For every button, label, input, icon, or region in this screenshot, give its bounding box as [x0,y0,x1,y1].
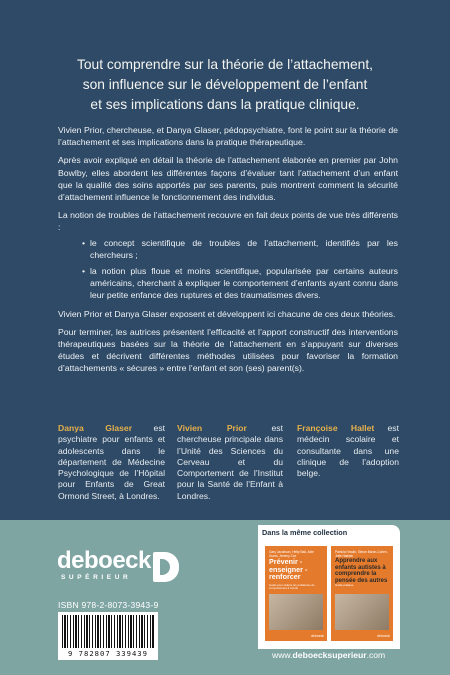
collection-panel [258,542,400,649]
website-url [272,650,385,660]
book-title: Apprendre aux enfants autistes à comprendre la pensée des autres [335,558,388,584]
intro-tagline [40,55,410,115]
book-cover [265,546,327,641]
book-authors: Patricia Howlin, Simon Baron-Cohen, Julie Hadwin [335,550,388,558]
paragraph: Après avoir expliqué en détail la théorie de l’attachement élaborée en premier par John Bowlby, elles abordent les différentes façons d’évaluer tant l’attachement d’un enfant que la qualité des soins apportés par ses parents, puis montrent comment la sécurité d’attachement influence le fonctionnement des individus. [58,155,398,203]
logo-text: deboeck [57,547,151,574]
paragraph: Pour terminer, les autrices présentent l’efficacité et l’apport constructif des interventions thérapeutiques basées sur la théorie de l’attachement en s’appuyant sur diverses études et décrivent différentes méthodes utilisées pour favoriser la formation d’attachements « sécures » entre l’enfant et son (ses) parent(s). [58,326,398,374]
book-cover [331,546,393,641]
bullet-list [58,237,398,302]
author-bio-prior [177,423,283,502]
book-brand: deboeck [311,634,324,638]
author-name: Vivien Prior [177,423,247,433]
author-bio-hallet [297,423,399,479]
barcode-number: 9 782807 339439 [68,649,148,658]
author-bio: est psychiatre pour enfants et adolescents dans le département de Médecine Psychologique de l’Hôpital pour Enfants de Great Ormond Street, à Londres. [58,423,165,501]
book-subtitle: Guide pour réduire les problèmes de comportement à l’école [269,583,315,591]
book-subtitle: Guide pratique [335,583,354,587]
logo-d-icon [153,552,179,582]
website-suffix: .com [366,650,386,660]
paragraph: La notion de troubles de l’attachement recouvre en fait deux points de vue très différents : [58,210,398,233]
author-name: Danya Glaser [58,423,133,433]
back-cover-text [58,124,398,381]
logo-subtext: SUPÉRIEUR [61,574,132,581]
paragraph: Vivien Prior, chercheuse, et Danya Glaser, pédopsychiatre, font le point sur la théorie de l’attachement et ses implications dans la pratique thérapeutique. [58,125,398,148]
intro-line: Tout comprendre sur la théorie de l’attachement, [76,57,374,72]
website-prefix: www. [272,650,293,660]
book-authors: Gary Jacobson, Hetty Ball, Arlie Guest, Jeremy Cox [269,550,314,558]
barcode [58,612,158,660]
collection-label: Dans la même collection [262,528,348,537]
book-photo [335,594,389,630]
barcode-bars [62,615,154,648]
website-domain: deboecksuperieur [292,650,367,660]
author-bio: est médecin scolaire et consultante dans une clinique de l’adoption belge. [297,423,399,479]
book-title: Prévenir - enseigner - renforcer [269,557,308,582]
book-photo [269,594,323,630]
author-bio: est chercheuse principale dans l’Unité des Sciences du Cerveau et du Comportement de l’Institut pour la Santé de l’Enfant à Londres. [177,423,283,501]
isbn: ISBN 978-2-8073-3943-9 [58,600,159,610]
bullet-item: • la notion plus floue et moins scientifique, popularisée par certains auteurs américains, cherchant à expliquer le comportement d’enfants ayant connu dans leur petite enfance des ruptures et des traumatismes divers. [58,265,398,302]
bottom-band [0,520,450,675]
paragraph: Vivien Prior et Danya Glaser exposent et développent ici chacune de ces deux théories. [58,308,396,319]
bullet-item: • le concept scientifique de troubles de l’attachement, identifiés par les chercheurs ; [58,237,398,261]
intro-line: et ses implications dans la pratique clinique. [90,97,360,112]
publisher-logo [57,548,175,586]
author-bio-glaser [58,423,165,502]
intro-line: son influence sur le développement de l’enfant [82,77,368,92]
book-brand: deboeck [377,634,390,638]
author-name: Françoise Hallet [297,423,375,433]
